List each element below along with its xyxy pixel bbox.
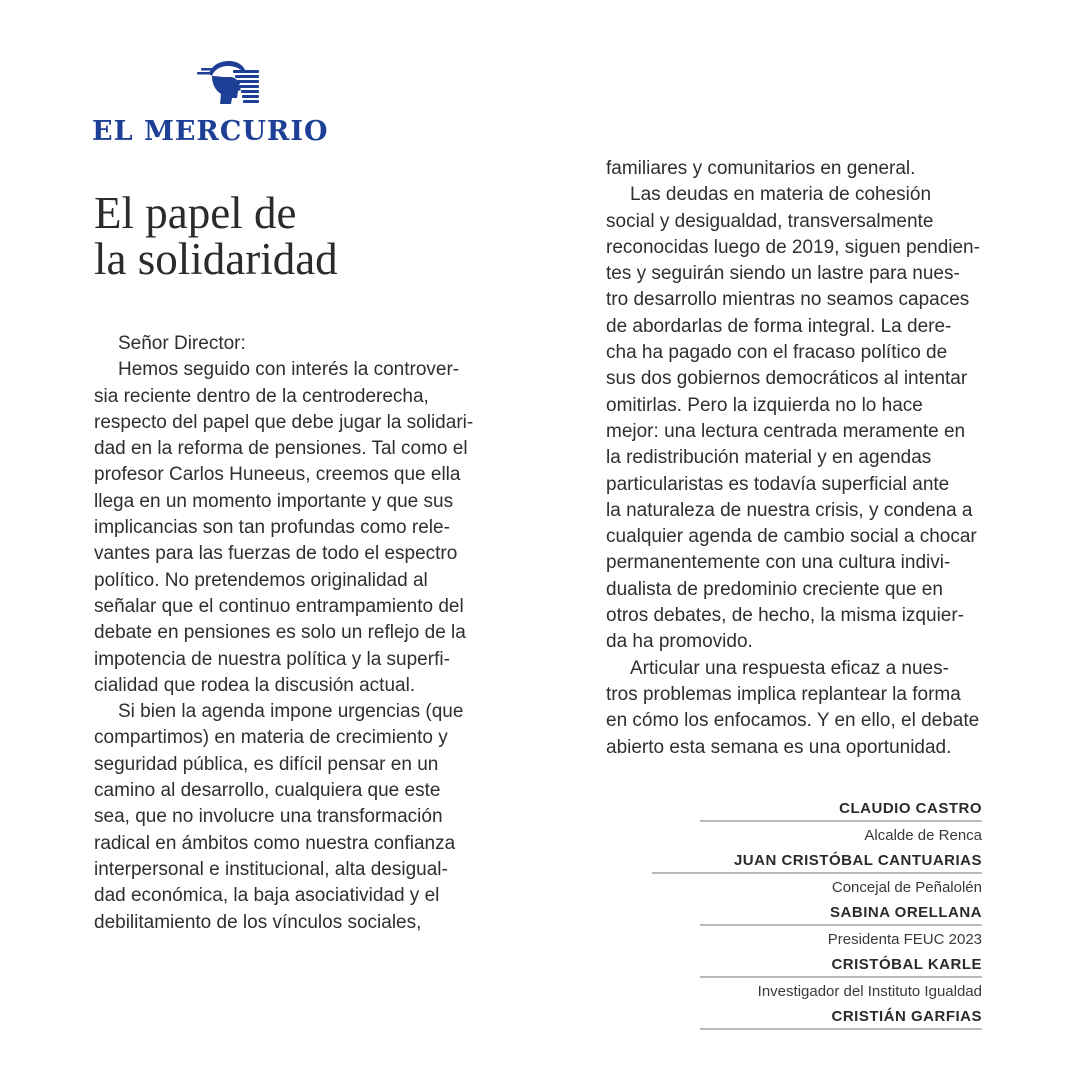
article-line: político. No pretendemos originalidad al	[94, 569, 428, 591]
article-line: otros debates, de hecho, la misma izquier-	[606, 605, 965, 627]
article-line: sus dos gobiernos democráticos al intentar	[606, 368, 968, 390]
article-line: la redistribución material y en agendas	[606, 447, 932, 469]
article-line: de abordarlas de forma integral. La dere-	[606, 315, 952, 337]
article-line: Las deudas en materia de cohesión	[630, 184, 932, 206]
article-line: camino al desarrollo, cualquiera que este	[94, 780, 441, 802]
article-line: llega en un momento importante y que sus	[94, 490, 454, 512]
article-line: tro desarrollo mientras no seamos capaces	[606, 289, 970, 311]
signature-name: CRISTÓBAL KARLE	[700, 952, 982, 978]
article-line: mejor: una lectura centrada meramente en	[606, 420, 966, 442]
article-line: Hemos seguido con interés la controver-	[118, 359, 460, 381]
article-line: cialidad que rodea la discusión actual.	[94, 674, 416, 696]
article-line: implicancias son tan profundas como rele-	[94, 517, 450, 539]
signature-name: JUAN CRISTÓBAL CANTUARIAS	[652, 848, 982, 874]
article-line: en cómo los enfocamos. Y en ello, el debate	[606, 710, 980, 732]
article-line: dad económica, la baja asociatividad y el	[94, 885, 440, 907]
signature-name: SABINA ORELLANA	[700, 900, 982, 926]
article-line: debilitamiento de los vínculos sociales,	[94, 911, 422, 933]
article-line: sia reciente dentro de la centroderecha,	[94, 385, 429, 407]
article-line: seguridad pública, es difícil pensar en un	[94, 753, 439, 775]
article-line: la naturaleza de nuestra crisis, y condena a	[606, 499, 973, 521]
article-headline	[94, 190, 338, 282]
mercury-head-icon	[195, 58, 259, 112]
masthead-name: EL MERCURIO	[92, 116, 329, 147]
article-line: da ha promovido.	[606, 631, 753, 653]
article-right-column	[606, 156, 986, 761]
article-line: impotencia de nuestra política y la superfi-	[94, 648, 450, 670]
article-line: compartimos) en materia de crecimiento y	[94, 727, 448, 749]
signature-role: Presidenta FEUC 2023	[827, 931, 982, 948]
article-line: radical en ámbitos como nuestra confianza	[94, 832, 456, 854]
article-line: señalar que el continuo entrampamiento del	[94, 595, 464, 617]
article-line: interpersonal e institucional, alta desigual-	[94, 858, 448, 880]
article-line: profesor Carlos Huneeus, creemos que ella	[94, 464, 461, 486]
signature-role: Alcalde de Renca	[864, 827, 982, 844]
article-line: permanentemente con una cultura indivi-	[606, 552, 951, 574]
signature-name: CRISTIÁN GARFIAS	[700, 1004, 982, 1030]
article-line: cualquier agenda de cambio social a chocar	[606, 526, 977, 548]
signature-role: Concejal de Peñalolén	[831, 879, 982, 896]
article-line: omitirlas. Pero la izquierda no lo hace	[606, 394, 923, 416]
article-line: social y desigualdad, transversalmente	[606, 210, 934, 232]
article-line: respecto del papel que debe jugar la solidari-	[94, 411, 474, 433]
article-line: Señor Director:	[118, 333, 246, 354]
masthead-logo	[92, 58, 367, 150]
article-line: debate en pensiones es solo un reflejo de la	[94, 622, 466, 644]
article-line: familiares y comunitarios en general.	[606, 158, 916, 179]
headline-line: El papel de	[94, 188, 297, 238]
article-line: particularistas es todavía superficial ante	[606, 473, 950, 495]
article-line: reconocidas luego de 2019, siguen pendien-	[606, 236, 980, 258]
article-line: Articular una respuesta eficaz a nues-	[630, 657, 949, 679]
article-left-column	[94, 331, 514, 936]
signature-role: Investigador del Instituto Igualdad	[757, 983, 982, 1000]
signature-name: CLAUDIO CASTRO	[700, 796, 982, 822]
signatures-block	[700, 796, 982, 1030]
headline-line: la solidaridad	[94, 234, 338, 284]
article-line: cha ha pagado con el fracaso político de	[606, 342, 948, 364]
article-line: dualista de predominio creciente que en	[606, 578, 943, 600]
article-line: Si bien la agenda impone urgencias (que	[118, 701, 464, 723]
article-line: abierto esta semana es una oportunidad.	[606, 736, 952, 758]
article-line: dad en la reforma de pensiones. Tal como el	[94, 438, 468, 460]
article-line: tes y seguirán siendo un lastre para nues-	[606, 263, 960, 285]
article-line: tros problemas implica replantear la forma	[606, 683, 961, 705]
article-line: sea, que no involucre una transformación	[94, 806, 443, 828]
article-line: vantes para las fuerzas de todo el espectro	[94, 543, 458, 565]
